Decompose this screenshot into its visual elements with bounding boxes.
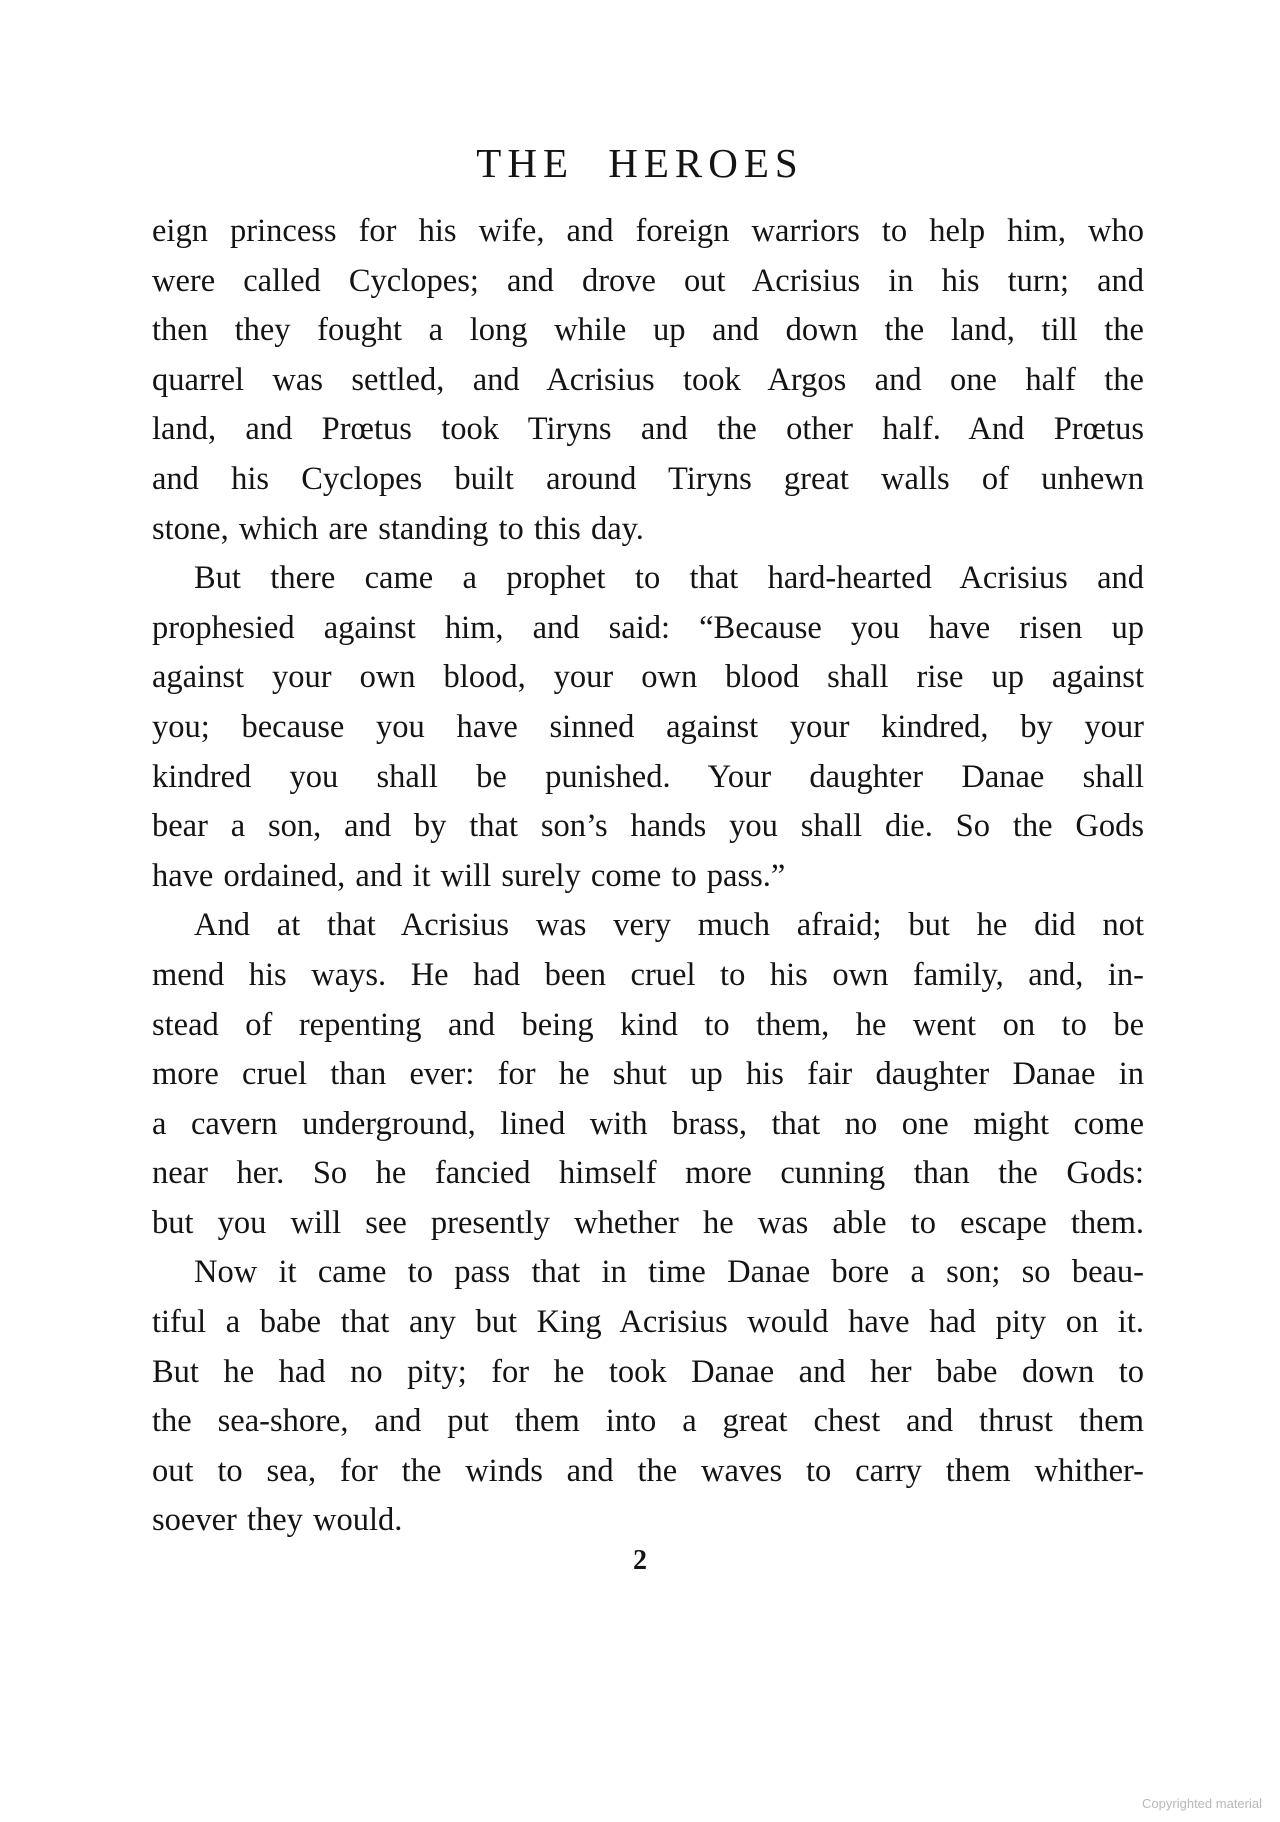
text-line: the sea-shore, and put them into a great chest and thrust them <box>152 1403 1144 1440</box>
text-line: mend his ways. He had been cruel to his own family, and, in- <box>152 956 1144 993</box>
text-line: out to sea, for the winds and the waves to carry them whither- <box>152 1452 1144 1489</box>
text-line: bear a son, and by that son’s hands you shall die. So the Gods <box>152 808 1144 845</box>
text-line: have ordained, and it will surely come to pass.” <box>152 857 786 894</box>
text-line: prophesied against him, and said: “Because you have risen up <box>152 609 1144 646</box>
text-line: then they fought a long while up and down the land, till the <box>152 312 1144 349</box>
text-line: stead of repenting and being kind to them, he went on to be <box>152 1006 1144 1043</box>
text-line: were called Cyclopes; and drove out Acrisius in his turn; and <box>152 262 1144 299</box>
text-line: eign princess for his wife, and foreign warriors to help him, who <box>152 213 1144 249</box>
text-line: against your own blood, your own blood shall rise up against <box>152 659 1144 696</box>
text-line: And at that Acrisius was very much afraid; but he did not <box>194 907 1144 944</box>
text-line: but you will see presently whether he was able to escape them. <box>152 1204 1144 1241</box>
text-line: stone, which are standing to this day. <box>152 510 644 547</box>
text-line: a cavern underground, lined with brass, that no one might come <box>152 1105 1144 1142</box>
text-line: tiful a babe that any but King Acrisius would have had pity on it. <box>152 1304 1144 1341</box>
text-line: But there came a prophet to that hard-hearted Acrisius and <box>194 560 1144 597</box>
text-line: soever they would. <box>152 1502 403 1539</box>
running-head: THE HEROES <box>476 140 804 186</box>
body-text <box>152 207 1144 1546</box>
text-line: more cruel than ever: for he shut up his fair daughter Danae in <box>152 1056 1144 1093</box>
text-line: kindred you shall be punished. Your daughter Danae shall <box>152 758 1144 795</box>
text-line: near her. So he fancied himself more cunning than the Gods: <box>152 1155 1144 1192</box>
page-number: 2 <box>633 1545 647 1576</box>
text-line: But he had no pity; for he took Danae and her babe down to <box>152 1353 1144 1390</box>
text-line: you; because you have sinned against your kindred, by your <box>152 708 1144 745</box>
text-line: Now it came to pass that in time Danae bore a son; so beau- <box>194 1254 1144 1291</box>
text-line: quarrel was settled, and Acrisius took Argos and one half the <box>152 361 1144 398</box>
text-line: land, and Prœtus took Tiryns and the other half. And Prœtus <box>152 411 1144 448</box>
copyright-watermark: Copyrighted material <box>1142 1796 1262 1811</box>
text-line: and his Cyclopes built around Tiryns great walls of unhewn <box>152 460 1144 497</box>
